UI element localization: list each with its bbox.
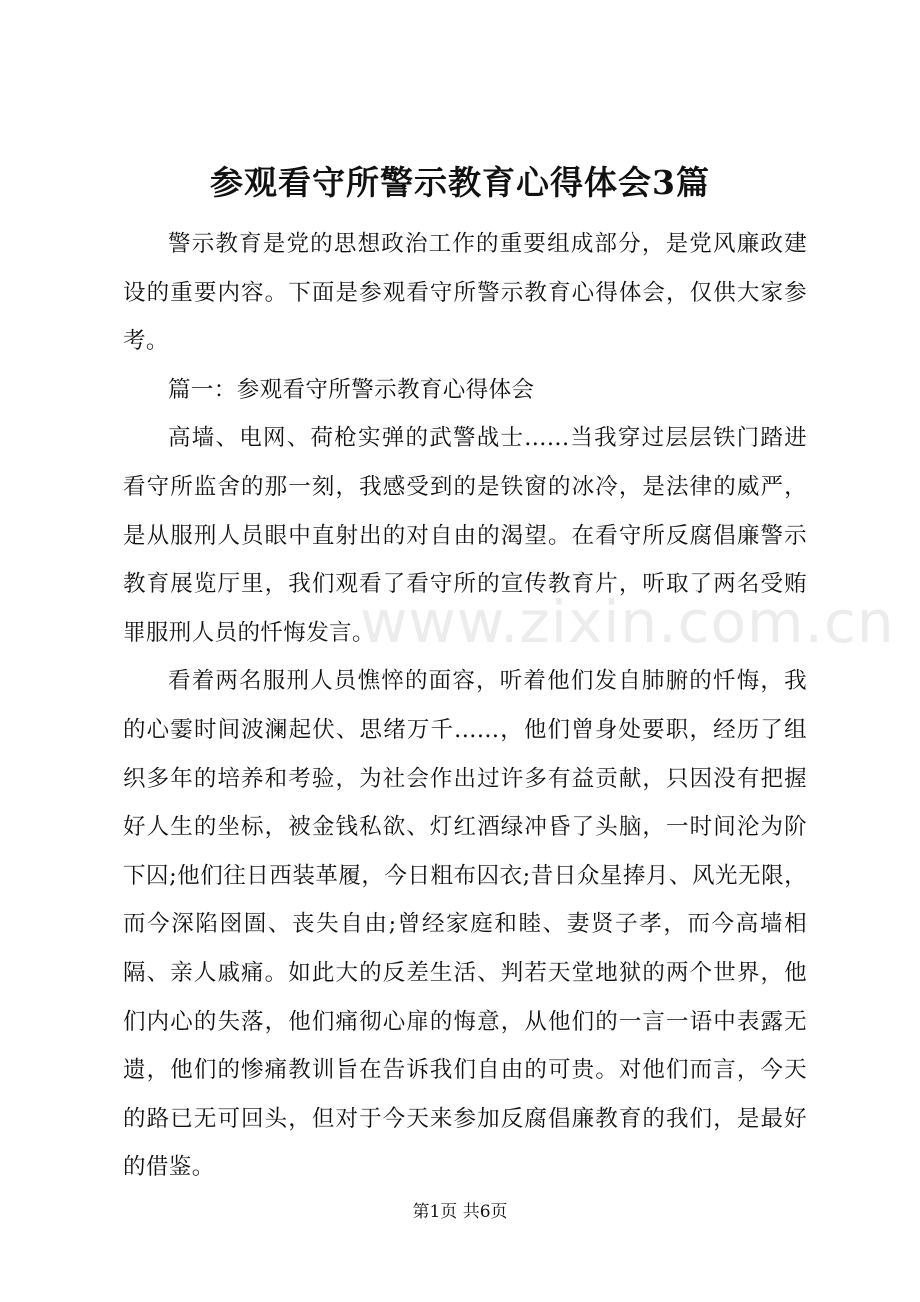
document-title: 参观看守所警示教育心得体会3篇	[210, 163, 710, 202]
watermark: www.zixin.com.cn	[360, 588, 895, 656]
document-body	[123, 220, 807, 1192]
section-heading: 篇一：参观看守所警示教育心得体会	[168, 376, 535, 403]
paragraph-intro: 警示教育是党的思想政治工作的重要组成部分，是党风廉政建设的重要内容。下面是参观看守所警示教育心得体会，仅供大家参考。	[123, 231, 807, 355]
paragraph: 看着两名服刑人员憔悴的面容，听着他们发自肺腑的忏悔，我的心霎时间波澜起伏、思绪万千......，他们曾身处要职，经历了组织多年的培养和考验，为社会作出过许多有益贡献，只因没有把握好人生的坐标，被金钱私欲、灯红酒绿冲昏了头脑，一时间沦为阶下囚;他们往日西装革履，今日粗布囚衣;昔日众星捧月、风光无限，而今深陷囹圄、丧失自由;曾经家庭和睦、妻贤子孝，而今高墙相隔、亲人戚痛。如此大的反差生活、判若天堂地狱的两个世界，他们内心的失落，他们痛彻心扉的悔意，从他们的一言一语中表露无遗，他们的惨痛教训旨在告诉我们自由的可贵。对他们而言，今天的路已无可回头，但对于今天来参加反腐倡廉教育的我们，是最好的借鉴。	[123, 668, 807, 1181]
page-footer: 第1页 共6页	[412, 1202, 508, 1222]
paragraph: 高墙、电网、荷枪实弹的武警战士......当我穿过层层铁门踏进看守所监舍的那一刻，我感受到的是铁窗的冰冷，是法律的威严，是从服刑人员眼中直射出的对自由的渴望。在看守所反腐倡廉警示教育展览厅里，我们观看了看守所的宣传教育片，听取了两名受贿罪服刑人员的忏悔发言。	[123, 425, 807, 646]
